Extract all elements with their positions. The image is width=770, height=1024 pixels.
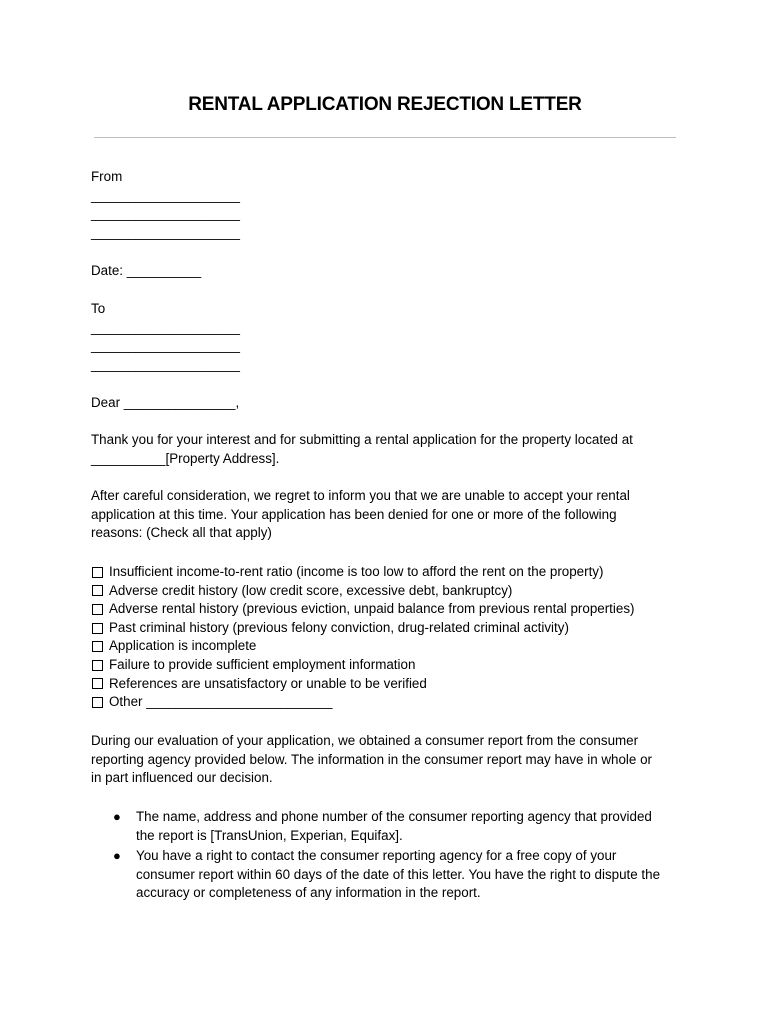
from-line: ____________________ [91,224,240,240]
salutation: Dear _______________, [91,395,240,410]
bullet-icon: ● [113,848,121,864]
reason-label: Application is incomplete [109,638,257,654]
paragraph-line: Thank you for your interest and for submitting a rental application for the property located at [91,432,633,447]
reason-item [91,619,691,638]
reason-item [91,675,691,694]
from-label: From [91,169,123,184]
checkbox[interactable] [92,678,103,689]
paragraph-line: application at this time. Your application has been denied for one or more of the following [91,506,617,522]
reasons-checklist [91,563,691,712]
date-block [91,262,691,281]
bullet-line: accuracy or completeness of any information in the report. [136,885,481,901]
rights-bullet-list [91,808,691,905]
to-line: ____________________ [91,356,240,372]
reason-label: Failure to provide sufficient employment information [109,656,416,672]
reason-label: Insufficient income-to-rent ratio (income is too low to afford the rent on the property) [109,564,604,579]
bullet-line: The name, address and phone number of the consumer reporting agency that provided [136,809,652,824]
checkbox[interactable] [92,567,103,578]
title-divider [94,137,676,138]
list-item [91,808,691,845]
checkbox[interactable] [92,585,103,596]
checkbox[interactable] [92,660,103,671]
bullet-line: You have a right to contact the consumer reporting agency for a free copy of your [136,848,617,864]
date-line: Date: __________ [91,263,202,278]
reason-item [91,693,691,712]
reason-label: Other _________________________ [109,694,333,710]
to-line: ____________________ [91,338,240,354]
reason-item [91,582,691,601]
from-block [91,168,691,242]
reason-item [91,600,691,619]
reason-item [91,637,691,656]
reason-item [91,656,691,675]
paragraph-line: After careful consideration, we regret to inform you that we are unable to accept your rental [91,488,630,503]
bullet-line: the report is [TransUnion, Experian, Equifax]. [136,827,403,843]
bullet-icon: ● [113,809,121,824]
paragraph-line: in part influenced our decision. [91,770,273,786]
paragraph-line: __________[Property Address]. [91,450,280,466]
paragraph-line: During our evaluation of your application, we obtained a consumer report from the consumer [91,733,639,748]
reason-label: Adverse credit history (low credit score, excessive debt, bankruptcy) [109,582,513,598]
salutation-block [91,394,691,413]
paragraph-denial [91,487,691,543]
paragraph-line: reasons: (Check all that apply) [91,525,272,541]
to-line: ____________________ [91,319,240,335]
paragraph-line: reporting agency provided below. The information in the consumer report may have in whole or [91,751,652,767]
reason-label: Adverse rental history (previous eviction, unpaid balance from previous rental properties) [109,601,635,617]
page-title: RENTAL APPLICATION REJECTION LETTER [188,94,582,115]
paragraph-consumer-report [91,732,691,788]
checkbox[interactable] [92,604,103,615]
to-block [91,300,691,374]
from-line: ____________________ [91,187,240,203]
checkbox[interactable] [92,641,103,652]
reason-label: Past criminal history (previous felony conviction, drug-related criminal activity) [109,619,569,635]
reason-label: References are unsatisfactory or unable to be verified [109,675,427,691]
paragraph-intro [91,431,691,468]
checkbox[interactable] [92,623,103,634]
bullet-line: consumer report within 60 days of the date of this letter. You have the right to dispute the [136,866,661,882]
list-item [91,847,691,903]
to-label: To [91,301,106,316]
reason-item [91,563,691,582]
from-line: ____________________ [91,206,240,222]
checkbox[interactable] [92,697,103,708]
